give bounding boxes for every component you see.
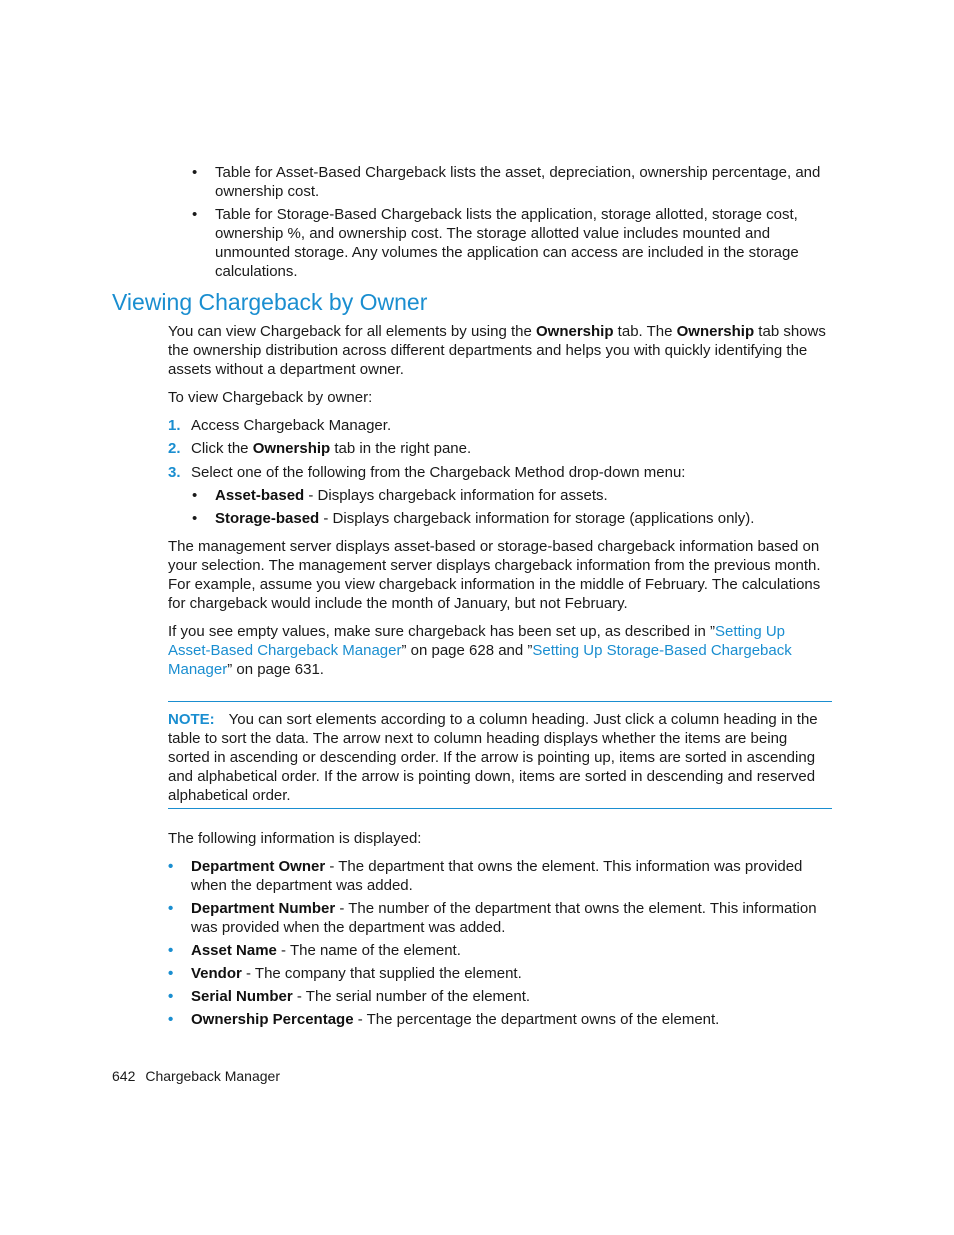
footer-section-title: Chargeback Manager	[145, 1068, 280, 1084]
link-setting-up-storage-based[interactable]: Setting Up Storage-Based Chargeback	[532, 642, 792, 659]
procedure-intro: To view Chargeback by owner:	[168, 389, 373, 406]
bullet-icon: •	[168, 942, 174, 959]
list-item: • Asset Name - The name of the element.	[168, 942, 461, 959]
step-item: 2. Click the Ownership tab in the right pane.	[168, 440, 472, 457]
list-item: • Vendor - The company that supplied the element.	[168, 965, 522, 982]
list-item: • Asset-based - Displays chargeback information for assets.	[192, 487, 608, 504]
bullet-icon: •	[168, 965, 174, 982]
bullet-icon: •	[168, 900, 174, 917]
link-setting-up-asset-based[interactable]: Setting Up	[714, 623, 786, 640]
procedure-steps	[168, 416, 851, 482]
step-item: 1. Access Chargeback Manager.	[168, 417, 392, 434]
note-block: NOTE: You can sort elements according to a column heading. Just click a column heading in the table to sort the data. The arrow next to column heading displays whether the items are being sorted in ascending or descending order. If the arrow is pointing up, items are sorted in ascending and alphabetical order. If the arrow is pointing down, items are sorted in descending and reserved alphabetical order.	[168, 711, 818, 804]
bullet-icon: •	[168, 858, 174, 875]
list-item: • Department Number - The number of the department that owns the element. This information was provided when the department was added.	[168, 900, 817, 936]
ownership-term: Ownership	[676, 323, 755, 340]
step-number: 1.	[168, 417, 181, 434]
step-number: 2.	[168, 440, 181, 457]
page-number: 642	[112, 1068, 136, 1084]
list-item: • Department Owner - The department that owns the element. This information was provided when the department was added.	[168, 858, 803, 894]
list-item: • Serial Number - The serial number of the element.	[168, 988, 531, 1005]
list-item: • Storage-based - Displays chargeback information for storage (applications only).	[192, 510, 755, 527]
link-setting-up-storage-based[interactable]: Manager	[168, 661, 228, 678]
page-footer	[112, 1067, 280, 1086]
info-intro: The following information is displayed:	[168, 830, 422, 847]
link-setting-up-asset-based[interactable]: Asset-Based Chargeback Manager	[168, 642, 402, 659]
top-bullet-list	[192, 163, 855, 281]
note-label: NOTE:	[168, 711, 215, 728]
note-top-divider	[168, 701, 832, 702]
list-item-text: Table for Storage-Based Chargeback lists the application, storage allotted, storage cost, ownership %, and ownership cost. The storage allotted value includes mounted and unmounted storage. Any volumes the application can access are included in the storage calculations.	[215, 206, 799, 280]
bullet-icon: •	[168, 1011, 174, 1028]
bullet-icon: •	[192, 510, 198, 527]
list-item	[192, 163, 855, 201]
list-item: • Ownership Percentage - The percentage the department owns of the element.	[168, 1011, 720, 1028]
method-options-list	[192, 486, 855, 528]
bullet-icon: •	[168, 988, 174, 1005]
note-bottom-divider	[168, 808, 832, 809]
step-item: 3. Select one of the following from the Chargeback Method drop-down menu:	[168, 464, 686, 481]
empty-values-paragraph: If you see empty values, make sure chargeback has been set up, as described in ”Setting Up Asset-Based Chargeback Manager” on page 628 and ”Setting Up Storage-Based Chargeback Manager” on page 631.	[168, 623, 792, 678]
bullet-icon: •	[192, 487, 198, 504]
list-item	[192, 205, 855, 281]
info-list	[168, 857, 851, 1029]
bullet-icon: •	[192, 164, 198, 181]
section-heading: Viewing Chargeback by Owner	[112, 289, 428, 315]
intro-paragraph: You can view Chargeback for all elements by using the Ownership tab. The Ownership tab shows the ownership distribution across different departments and helps you with quickly identifying the assets without a department owner.	[168, 323, 826, 378]
bullet-icon: •	[192, 206, 198, 223]
ownership-term: Ownership	[536, 323, 614, 340]
management-paragraph: The management server displays asset-based or storage-based chargeback information based on your selection. The management server displays chargeback information from the previous month. For example, assume you view chargeback information in the middle of February. The calculations for chargeback would include the month of January, but not February.	[168, 538, 821, 612]
list-item-text: Table for Asset-Based Chargeback lists the asset, depreciation, ownership percentage, and ownership cost.	[215, 164, 821, 200]
step-number: 3.	[168, 464, 181, 481]
